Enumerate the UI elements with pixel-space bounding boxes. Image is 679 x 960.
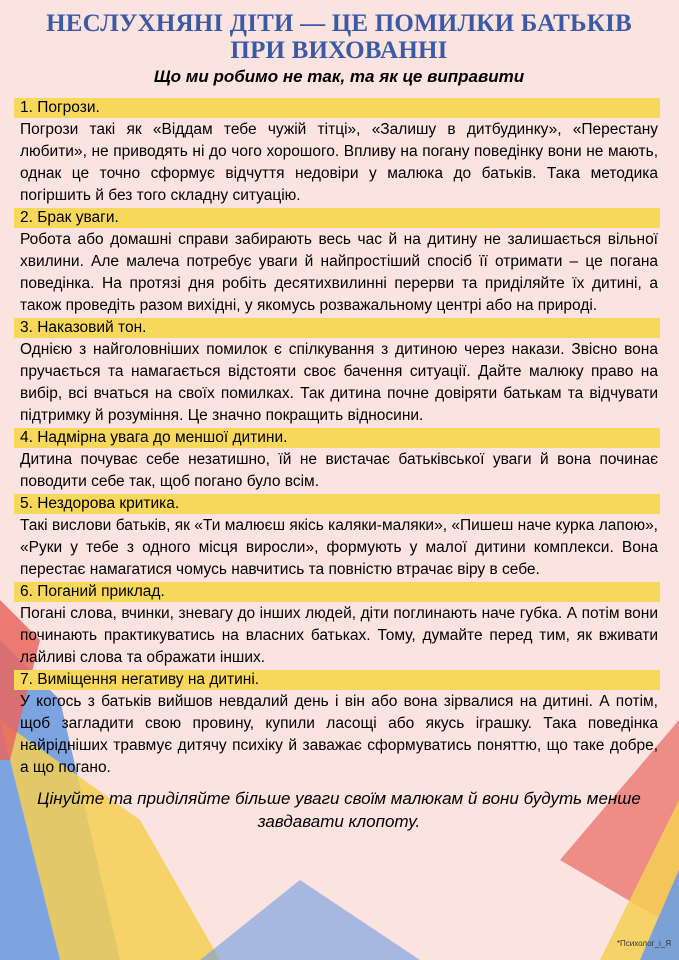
section-text: У когось з батьків вийшов невдалий день і він або вона зірвалися на дитині. А потім, щоб загладити свою провину, купили ласощі або якусь іграшку. Така поведінка найрідніших травмує дитячу психіку й заважає сформуватись поняттю, що таке добре, а що погано. xyxy=(20,693,658,776)
section-4 xyxy=(14,428,664,493)
section-7 xyxy=(14,670,664,779)
poster-subtitle: Що ми робимо не так, та як це виправити xyxy=(153,67,525,86)
section-heading: 6. Поганий приклад. xyxy=(14,582,660,602)
section-heading: 3. Наказовий тон. xyxy=(14,318,660,338)
title-line-1: НЕСЛУХНЯНІ ДІТИ — ЦЕ ПОМИЛКИ БАТЬКІВ xyxy=(46,10,632,37)
section-text: Однією з найголовніших помилок є спілкування з дитиною через накази. Звісно вона пручається та намагається відстояти своє бачення ситуації. Дайте малюку право на вибір, всі вчаться на своїх помилках. Так дитина почне довіряти батькам та відчувати підтримку й розуміння. Це значно покращить відносини. xyxy=(20,341,658,424)
section-5 xyxy=(14,494,664,581)
section-6 xyxy=(14,582,664,669)
section-heading: 2. Брак уваги. xyxy=(14,208,660,228)
section-text: Такі вислови батьків, як «Ти малюєш якісь каляки-маляки», «Пишеш наче курка лапою», «Руки у тебе з одного місця виросли», формують у малої дитини комплекси. Вона перестає намагатися чомусь навчитись та повністю втрачає віру в себе. xyxy=(20,517,658,578)
section-3 xyxy=(14,318,664,427)
closing-message: Цінуйте та приділяйте більше уваги своїм малюкам й вони будуть менше завдавати клопоту. xyxy=(37,789,641,831)
poster-content xyxy=(14,10,664,833)
section-heading: 1. Погрози. xyxy=(14,98,660,118)
section-2 xyxy=(14,208,664,317)
section-text: Погрози такі як «Віддам тебе чужій тітці», «Залишу в дитбудинку», «Перестану любити», не приводять ні до чого хорошого. Впливу на погану поведінку вони не мають, однак це точно сформує відчуття недовіри у малюка до батьків. Така методика погіршить й без того складну ситуацію. xyxy=(20,121,658,204)
section-text: Дитина почуває себе незатишно, їй не вистачає батьківської уваги й вона починає поводити себе так, щоб погано було всім. xyxy=(20,451,658,490)
section-heading: 5. Нездорова критика. xyxy=(14,494,660,514)
section-text: Робота або домашні справи забирають весь час й на дитину не залишається вільної хвилини. Але малеча потребує уваги й найпростіший спосіб її отримати – це погана поведінка. На протязі дня робіть десятихвилинні перерви та приділяйте їх дитині, а також проведіть разом вихідні, у якомусь розважальному центрі або на природі. xyxy=(20,231,658,314)
poster-title xyxy=(14,10,664,64)
section-text: Погані слова, вчинки, зневагу до інших людей, діти поглинають наче губка. А потім вони починають практикуватись на власних батьках. Тому, думайте перед тим, як вживати лайливі слова та ображати інших. xyxy=(20,605,658,666)
author-credit: *Психолог_і_Я xyxy=(616,939,671,948)
section-heading: 4. Надмірна увага до меншої дитини. xyxy=(14,428,660,448)
blue-shape-bottom xyxy=(200,880,420,960)
section-heading: 7. Виміщення негативу на дитині. xyxy=(14,670,660,690)
title-line-2: ПРИ ВИХОВАННІ xyxy=(230,37,448,64)
section-1 xyxy=(14,98,664,207)
